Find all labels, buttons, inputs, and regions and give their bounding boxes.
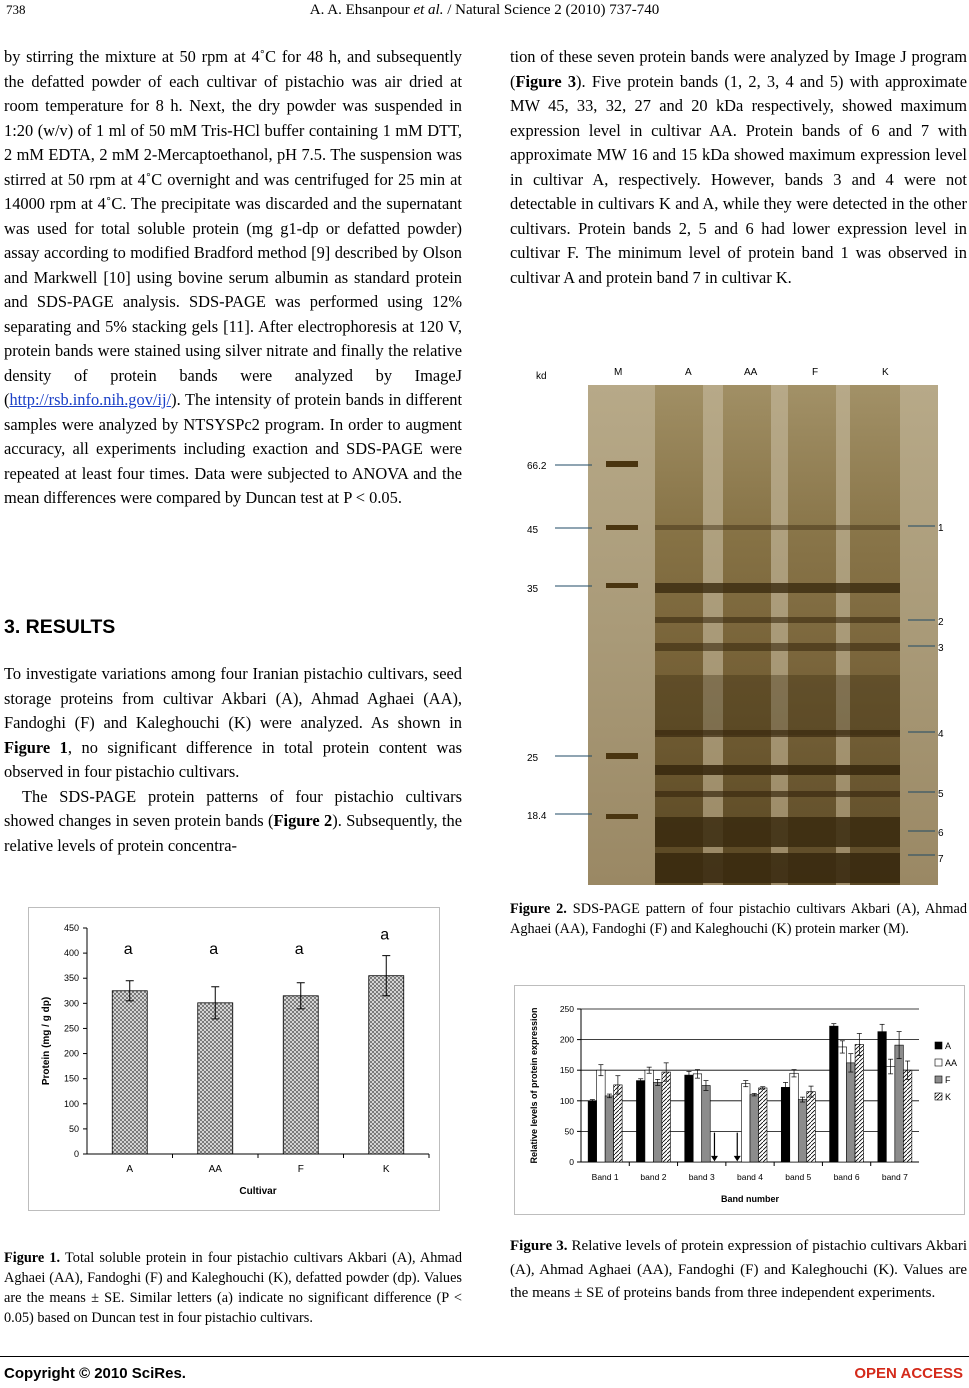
figure1-svg [29, 908, 439, 1210]
figure1-ref[interactable]: Figure 1 [4, 737, 68, 757]
figure1-caption-label: Figure 1. [4, 1250, 61, 1266]
bar-AA-2 [645, 1070, 654, 1162]
band-label-6: 6 [938, 828, 944, 839]
gel-band-35 [655, 583, 900, 593]
results-text-3a: tion of these seven protein bands were analyzed by Image J program ( [510, 47, 967, 91]
bar-K-5 [807, 1092, 816, 1162]
figure3-caption [510, 1235, 967, 1306]
methods-text-1: by stirring the mixture at 50 rpm at 4˚C for 48 h, and subsequently the defatted powder of each cultivar of pistachio was air dried at room temperature for 8 h. Next, the dry powder was suspended in 1:20 (w/v) of 1 ml of 50 mM Tris-HCl buffer containing 1 mM DTT, 2 mM EDTA, 2 mM 2-Mercaptoethanol, pH 7.5. The suspension was stirred at 50 rpm at 4˚C overnight and was centrifuged for 25 min at 14000 rpm at 4˚C. The precipitate was discarded and the supernatant was used for total soluble protein (mg g1-dp or defatted powder) assay according to modified Bradford method [9] described by Olson and Markwell [10] using bovine serum albumin as standard protein and SDS-PAGE analysis. SDS-PAGE was performed using 12% separating and 5% stacking gels [11]. After electrophoresis at 120 V, protein bands were stained using silver nitrate and finally the relative density of protein bands were analyzed by ImageJ ( [4, 47, 462, 409]
sds-page-gel-figure [510, 355, 968, 888]
bar-F-4 [750, 1095, 759, 1162]
bar-K-1 [614, 1085, 623, 1162]
bar-K [369, 976, 404, 1154]
legend-label-AA: AA [945, 1058, 958, 1068]
marker-band-25 [606, 753, 638, 759]
results-text-2b: ). Subsequently, the relative levels of protein concentra- [4, 811, 462, 855]
marker-label-45: 45 [527, 525, 539, 536]
copyright-notice: Copyright © 2010 SciRes. [4, 1365, 186, 1382]
x-tick-label: band 2 [640, 1172, 667, 1182]
x-tick-label: band 4 [737, 1172, 763, 1182]
figure2-caption-text: SDS-PAGE pattern of four pistachio cultivars Akbari (A), Ahmad Aghaei (AA), Fandoghi (F) and Kaleghouchi (K) protein marker (M). [510, 901, 967, 937]
y-tick-label: 150 [559, 1065, 574, 1076]
bar-F-1 [605, 1096, 614, 1162]
figure3-chart [514, 985, 965, 1215]
gel-band-2 [655, 617, 900, 623]
figure1-caption-text: Total soluble protein in four pistachio cultivars Akbari (A), Ahmad Aghaei (AA), Fandoghi (F) and Kaleghouchi (K), defatted powder (dp). Values are the means ± SE. Similar letters (a) indicate no significant difference (P < 0.05) based on Duncan test in four pistachio cultivars. [4, 1250, 462, 1326]
page-number: 738 [6, 2, 26, 17]
figure2-caption [510, 899, 967, 939]
y-tick-label: 150 [63, 1073, 79, 1084]
bar-F-2 [653, 1082, 662, 1162]
left-column-methods [4, 45, 462, 511]
legend-label-A: A [945, 1041, 952, 1051]
imagej-link[interactable]: http://rsb.info.nih.gov/ij/ [9, 390, 172, 409]
marker-label-35: 35 [527, 584, 539, 595]
significance-letter-A: a [123, 941, 133, 958]
y-tick-label: 200 [63, 1048, 79, 1059]
figure3-svg [515, 986, 964, 1214]
lane-label-m: M [614, 367, 623, 378]
y-tick-label: 200 [559, 1034, 574, 1045]
x-tick-label: Band 1 [591, 1172, 619, 1182]
figure1-chart [28, 907, 440, 1211]
running-title-etal: et al. [413, 2, 444, 18]
results-text-2a: The SDS-PAGE protein patterns of four pistachio cultivars showed changes in seven protein bands ( [4, 786, 462, 830]
bar-A-3 [685, 1075, 694, 1162]
running-title [0, 2, 969, 19]
marker-band-66 [606, 461, 638, 467]
marker-band-45 [606, 525, 638, 530]
not-detected-arrow-head [734, 1156, 741, 1162]
lane-label-f: F [812, 367, 819, 378]
results-text-1a: To investigate variations among four Iranian pistachio cultivars, seed storage proteins from cultivar Akbari (A), Ahmad Aghaei (AA), Fandoghi (F) and Kaleghouchi (K) were analyzed. As shown in [4, 664, 462, 732]
lane-aa [723, 385, 771, 885]
results-text-3b: ). Five protein bands (1, 2, 3, 4 and 5) with approximate MW 45, 33, 32, 27 and 20 kDa respectively, showed maximum expression level in cultivar AA. Protein bands of 6 and 7 with approximate MW 16 and 15 kDa showed maximum expression level in cultivar A, respectively. However, bands 3 and 4 were not detectable in cultivars K and A, while they were detected in the other cultivars. Protein bands 2, 5 and 6 had lower expression level in cultivar F. The minimum level of protein band 1 was observed in cultivar A and protein band 7 in cultivar K. [510, 71, 967, 287]
x-axis-title: Cultivar [239, 1186, 277, 1197]
figure3-caption-text: Relative levels of protein expression of pistachio cultivars Akbari (A), Ahmad Aghaei (AA), Fandoghi (F) and Kaleghouchi (K). Values are the means ± SE of proteins bands from three independent experiments. [510, 1238, 967, 1301]
bar-AA-1 [597, 1070, 606, 1162]
x-tick-label: band 7 [881, 1172, 908, 1182]
figure1-caption [4, 1248, 462, 1328]
significance-letter-AA: a [209, 941, 219, 958]
x-axis-title: Band number [720, 1194, 780, 1204]
band-label-4: 4 [938, 729, 944, 740]
gel-band-5 [655, 791, 900, 797]
bar-AA-7 [886, 1067, 895, 1162]
band-label-7: 7 [938, 854, 944, 865]
bar-F-5 [798, 1100, 807, 1162]
y-axis-title: Protein (mg / g dp) [41, 996, 52, 1086]
legend-label-K: K [945, 1092, 952, 1102]
y-tick-label: 250 [63, 1023, 79, 1034]
bar-F-3 [702, 1086, 711, 1163]
bar-A-7 [878, 1032, 887, 1162]
bar-AA-6 [838, 1047, 847, 1162]
bar-A [112, 991, 147, 1154]
lane-a [655, 385, 703, 885]
legend-swatch-A [935, 1042, 942, 1049]
x-tick-label-K: K [382, 1164, 390, 1175]
lane-label-k: K [882, 367, 889, 378]
significance-letter-F: a [294, 941, 304, 958]
figure2-caption-label: Figure 2. [510, 901, 567, 917]
right-column-results [510, 45, 967, 290]
y-tick-label: 100 [559, 1095, 574, 1106]
bar-A-5 [781, 1087, 790, 1162]
marker-label-66: 66.2 [527, 461, 547, 472]
legend-swatch-K [935, 1093, 942, 1100]
bar-F-6 [847, 1063, 856, 1162]
marker-label-18: 18.4 [527, 811, 547, 822]
bar-K-4 [759, 1088, 768, 1162]
legend-swatch-AA [935, 1059, 942, 1066]
bar-A-2 [636, 1081, 645, 1162]
methods-paragraph [4, 45, 462, 511]
bar-F [283, 996, 318, 1154]
x-tick-label: band 6 [833, 1172, 860, 1182]
gel-band-4 [655, 730, 900, 737]
y-tick-label: 400 [63, 948, 79, 959]
bar-K-2 [662, 1072, 671, 1162]
x-tick-label-AA: AA [208, 1164, 222, 1175]
legend-label-F: F [945, 1075, 951, 1085]
x-tick-label: band 3 [688, 1172, 715, 1182]
gel-band-smear [655, 675, 900, 735]
y-axis-title: Relative levels of protein expression [529, 1007, 539, 1164]
bar-F-7 [895, 1045, 904, 1162]
marker-band-35 [606, 583, 638, 588]
running-title-authors: A. A. Ehsanpour [309, 2, 414, 18]
band-label-3: 3 [938, 643, 944, 654]
x-tick-label: band 5 [785, 1172, 812, 1182]
y-tick-label: 50 [68, 1123, 79, 1134]
results-paragraph-1 [4, 662, 462, 785]
band-label-2: 2 [938, 617, 944, 628]
figure3-ref[interactable]: Figure 3 [515, 71, 577, 91]
x-tick-label-F: F [297, 1164, 304, 1175]
results-text-1b: , no significant difference in total protein content was observed in four pistachio cultivars. [4, 737, 462, 781]
bar-AA-5 [790, 1073, 799, 1162]
y-tick-label: 300 [63, 998, 79, 1009]
y-tick-label: 50 [564, 1126, 574, 1137]
bar-AA-4 [742, 1084, 751, 1162]
marker-label-25: 25 [527, 753, 539, 764]
figure3-caption-label: Figure 3. [510, 1238, 568, 1254]
y-tick-label: 0 [569, 1157, 574, 1167]
band-label-1: 1 [938, 523, 944, 534]
footer-divider [0, 1356, 969, 1357]
gel-band-6 [655, 817, 900, 847]
marker-band-18 [606, 814, 638, 819]
gel-image [510, 355, 968, 888]
bar-K-6 [855, 1044, 864, 1162]
results-paragraph-3 [510, 45, 967, 290]
legend-swatch-F [935, 1076, 942, 1083]
x-tick-label-A: A [126, 1164, 134, 1175]
lane-labels [614, 367, 889, 378]
significance-letter-K: a [380, 926, 390, 944]
gel-band-7 [655, 853, 900, 883]
running-title-journal: / Natural Science 2 (2010) 737-740 [443, 2, 660, 18]
results-heading: 3. RESULTS [4, 616, 116, 638]
kd-label: kd [536, 371, 547, 382]
open-access-label: OPEN ACCESS [854, 1365, 963, 1382]
gel-band-3 [655, 643, 900, 651]
gel-band-25 [655, 765, 900, 775]
lane-f [788, 385, 836, 885]
y-tick-label: 0 [73, 1149, 79, 1159]
lane-k [850, 385, 900, 885]
y-tick-label: 350 [63, 973, 79, 984]
methods-text-2: ). The intensity of protein bands in different samples were analyzed by NTSYSPc2 program. In order to augment accuracy, all experiments including exaction and SDS-PAGE were repeated at least four times. Data were subjected to ANOVA and the mean differences were compared by Duncan test at P < 0.05. [4, 390, 462, 507]
figure2-ref[interactable]: Figure 2 [273, 811, 333, 830]
bar-A-1 [588, 1101, 597, 1162]
bar-A-6 [830, 1026, 839, 1162]
lane-label-a: A [685, 367, 692, 378]
not-detected-arrow-head [711, 1156, 718, 1162]
y-tick-label: 450 [63, 923, 79, 933]
results-paragraph-2 [4, 785, 462, 859]
bar-K-7 [903, 1070, 912, 1162]
bar-AA [198, 1003, 233, 1154]
left-column-results [4, 662, 462, 858]
y-tick-label: 100 [63, 1098, 79, 1109]
lane-label-aa: AA [744, 367, 758, 378]
bar-AA-3 [693, 1074, 702, 1162]
marker-labels [527, 461, 592, 822]
gel-band-1 [655, 525, 900, 530]
band-label-5: 5 [938, 789, 944, 800]
y-tick-label: 250 [559, 1004, 574, 1014]
